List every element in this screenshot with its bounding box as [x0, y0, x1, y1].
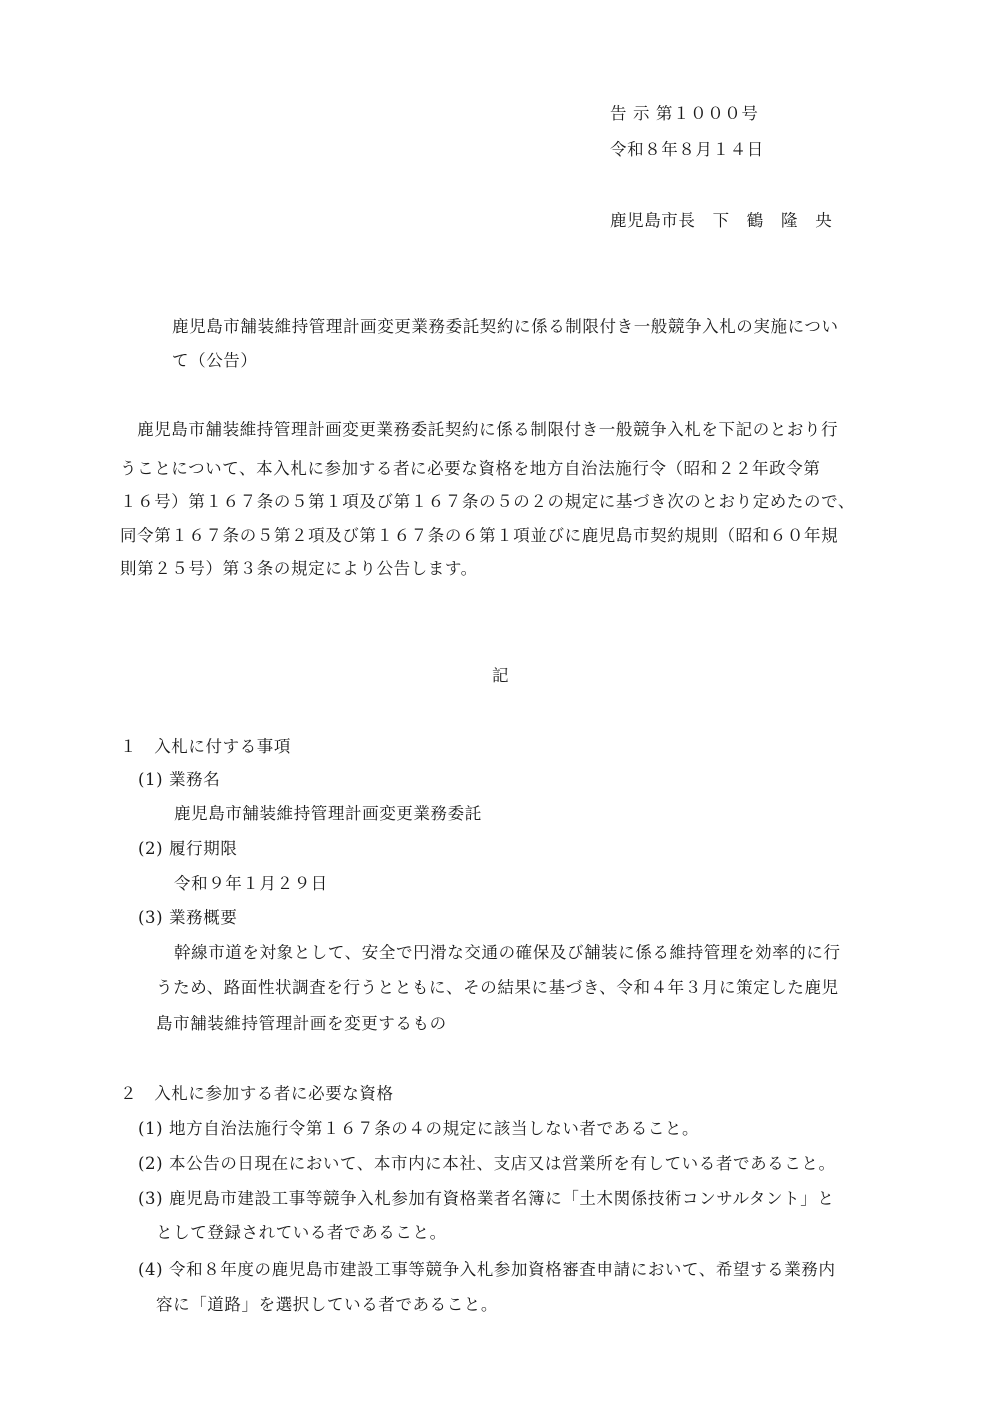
intro-line-4: 同令第１６７条の５第２項及び第１６７条の６第１項並びに鹿児島市契約規則（昭和６０年規	[120, 526, 839, 545]
section2-heading: ２ 入札に参加する者に必要な資格	[120, 1084, 394, 1103]
section1-item1-label: (1) 業務名	[138, 770, 221, 789]
intro-line-5: 則第２５号）第３条の規定により公告します。	[120, 559, 478, 578]
section1-item2-text: 令和９年１月２９日	[174, 874, 328, 893]
section2-item4-line2: 容に「道路」を選択している者であること。	[156, 1295, 498, 1314]
section1-item3-line1: 幹線市道を対象として、安全で円滑な交通の確保及び舗装に係る維持管理を効率的に行	[174, 943, 841, 962]
section2-item2: (2) 本公告の日現在において、本市内に本社、支店又は営業所を有している者であること。	[138, 1154, 836, 1173]
section2-item4-line1: (4) 令和８年度の鹿児島市建設工事等競争入札参加資格審査申請において、希望する業務内	[138, 1260, 836, 1279]
notice-title-line1: 鹿児島市舗装維持管理計画変更業務委託契約に係る制限付き一般競争入札の実施につい	[172, 317, 839, 336]
ki-marker: 記	[492, 666, 510, 685]
intro-line-1: 鹿児島市舗装維持管理計画変更業務委託契約に係る制限付き一般競争入札を下記のとおり行	[120, 420, 839, 439]
intro-line-3: １６号）第１６７条の５第１項及び第１６７条の５の２の規定に基づき次のとおり定めたので、	[120, 492, 855, 511]
section1-item3-label: (3) 業務概要	[138, 908, 238, 927]
section1-item2-label: (2) 履行期限	[138, 839, 238, 858]
notice-date: 令和８年８月１４日	[610, 140, 764, 159]
intro-line-2: うことについて、本入札に参加する者に必要な資格を地方自治法施行令（昭和２２年政令第	[120, 459, 821, 478]
section1-item3-line2: うため、路面性状調査を行うとともに、その結果に基づき、令和４年３月に策定した鹿児	[156, 978, 839, 997]
section1-heading: １ 入札に付する事項	[120, 737, 291, 756]
section1-item3-line3: 島市舗装維持管理計画を変更するもの	[156, 1014, 447, 1033]
notice-title-line2: て（公告）	[172, 351, 258, 370]
issuer-name: 鹿児島市長 下 鶴 隆 央	[610, 211, 833, 230]
notice-number: 告 示 第１０００号	[610, 104, 759, 123]
section1-item1-text: 鹿児島市舗装維持管理計画変更業務委託	[174, 804, 482, 823]
section2-item1: (1) 地方自治法施行令第１６７条の４の規定に該当しない者であること。	[138, 1119, 700, 1138]
section2-item3-line2: として登録されている者であること。	[156, 1223, 447, 1242]
section2-item3-line1: (3) 鹿児島市建設工事等競争入札参加有資格業者名簿に「土木関係技術コンサルタント」と	[138, 1189, 835, 1208]
